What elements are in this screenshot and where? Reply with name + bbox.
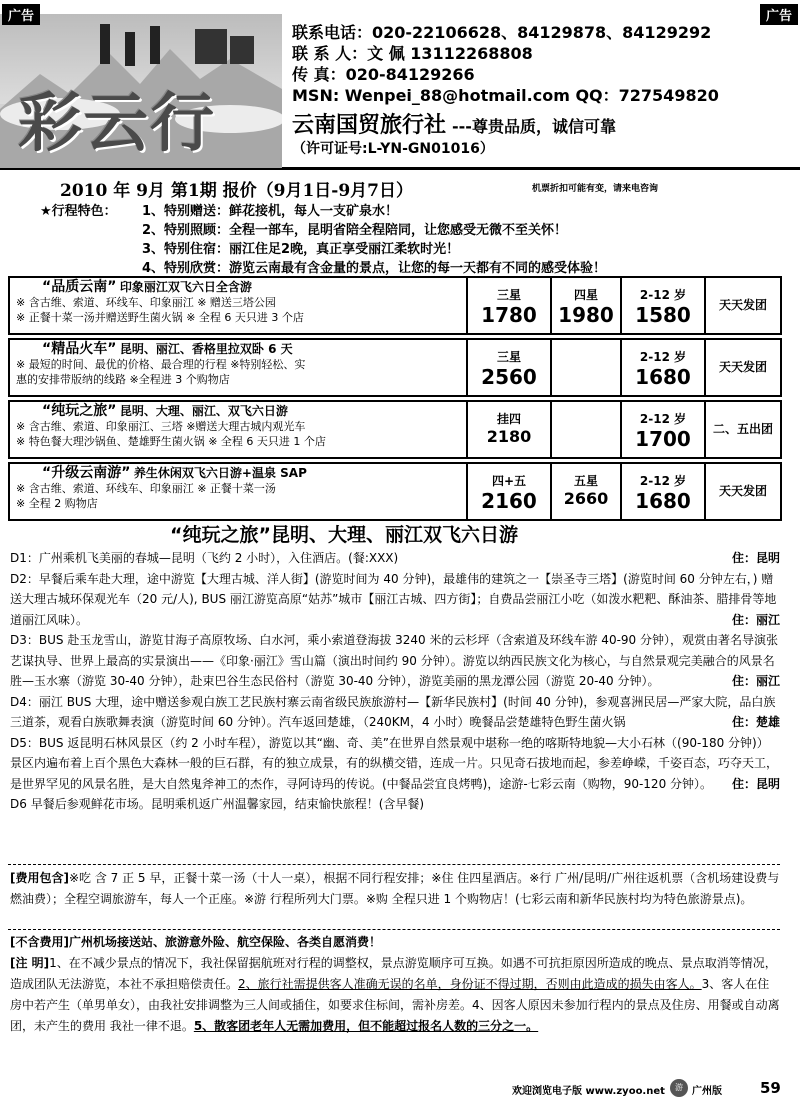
- child-price: 1680: [635, 365, 691, 389]
- ad-tag-right: 广告: [760, 4, 798, 25]
- day-stay: 住：昆明: [731, 776, 780, 791]
- feature-item: 3、特别住宿：丽江住足2晚，真正享受丽江柔软时光！: [142, 242, 460, 257]
- child-price: 1700: [635, 427, 691, 451]
- agency-slogan: ---尊贵品质，诚信可靠: [452, 117, 616, 136]
- notes-text: 1、在不减少景点的情况下，我社保留据航班对行程的调整权，景点游览顺序可互换。如遇不可抗拒原因所造成的晚点、景点取消等情况，造成团队无法游览，本社不承担赔偿责任。: [10, 956, 777, 991]
- day-text: D2：早餐后乘车赴大理，途中游览【大理古城、洋人街】(游览时间为 40 分钟)，最雄伟的建筑之一【崇圣寺三塔】(游览时间 60 分钟左右，) 赠送大理古城环保观光车（20 元/人), BUS 丽江游览高原“姑苏”城市【丽江古城、四方街】；自费品尝丽江小吃（如泼水粑粑、酥油茶、腊排骨等地道丽江风味）。: [10, 571, 777, 627]
- day-text: D4：丽江 BUS 大理，途中赠送参观白族工艺民族村寨云南省级民族旅游村—【新华民族村】(时间 40 分钟)，参观喜洲民居—严家大院，品白族三道茶，观看白族歌舞表演（游览时间 60 分钟）。汽车返回楚雄，（240KM，4 小时）晚餐品尝楚雄特色野生菌火锅: [10, 694, 776, 729]
- agency-line: [292, 108, 616, 139]
- departure-schedule: 天天发团: [718, 298, 767, 312]
- agency-name: 云南国贸旅行社: [292, 112, 447, 138]
- price-label: [552, 340, 620, 348]
- notes-text: 3、客人在住房中若产生（单男单女），由我社安排调整为三人间或插住，如要求住标间，需补房差。4、因客人原因未参加行程内的景点及住房、用餐或自动离团，未产生的费用 我社一律不退。: [10, 977, 780, 1033]
- child-price: 1680: [635, 489, 691, 513]
- itinerary-day: [10, 630, 780, 692]
- price-label: 三星: [496, 288, 521, 302]
- price-value: 1980: [558, 303, 614, 327]
- footer-edition: 广州版: [692, 1086, 722, 1097]
- itinerary-day: [10, 692, 780, 733]
- license-number: （许可证号:L-YN-GN01016）: [292, 141, 494, 157]
- footer-logo-icon: 游: [670, 1079, 688, 1097]
- contact-msn-qq: MSN: Wenpei_88@hotmail.com QQ：727549820: [292, 86, 719, 105]
- itinerary-day: [10, 569, 780, 631]
- footer: [0, 1076, 800, 1100]
- child-label: 2-12 岁: [639, 350, 687, 364]
- route-detail: ※ 全程 2 购物店: [16, 497, 98, 510]
- route-price-table: [8, 276, 782, 524]
- notes-section: [10, 932, 780, 1037]
- ad-tag-left: 广告: [2, 4, 40, 25]
- route-subtitle: 印象丽江双飞六日全含游: [119, 280, 252, 294]
- child-label: 2-12 岁: [639, 288, 687, 302]
- feature-item: 1、特别赠送：鲜花接机，每人一支矿泉水！: [142, 204, 399, 219]
- price-label: [552, 402, 620, 410]
- price-label: 四星: [573, 288, 598, 302]
- itinerary: [10, 548, 780, 815]
- price-note: 机票折扣可能有变，请来电咨询: [532, 184, 659, 194]
- day-text: D3：BUS 赴玉龙雪山，游览甘海子高原牧场、白水河，乘小索道登海拔 3240 米的云杉坪（含索道及环线车游 40-90 分钟），观赏由著名导演张艺谋执导、世界上最高的实景演出——《印象·丽江》雪山篇（演出时间约 90 分钟）。游览以纳西民族文化为核心，与自然景观完美融合的风景名胜—玉水寨（游览 30-40 分钟），赴束巴谷生态民俗村（游览 30-40 分钟），游览美丽的黑龙潭公园（游览 20-40 分钟）。: [10, 633, 778, 688]
- notes-label: [注 明]: [10, 956, 50, 970]
- feature-item: 2、特别照顾：全程一部车，昆明省陪全程陪同，让您感受无微不至关怀！: [142, 223, 568, 238]
- route-detail: ※ 最短的时间、最优的价格、最合理的行程 ※特别轻松、实: [16, 358, 306, 371]
- contact-person: 联 系 人：文 佩 13112268808: [292, 44, 533, 63]
- route-subtitle: 昆明、丽江、香格里拉双卧 6 天: [119, 342, 293, 356]
- price-value: 1780: [481, 303, 537, 327]
- departure-schedule: 天天发团: [718, 360, 767, 374]
- route-row: [8, 276, 782, 335]
- route-detail: ※ 特色餐大理沙锅鱼、楚雄野生菌火锅 ※ 全程 6 天只进 1 个店: [16, 435, 326, 448]
- fees-included-text: ※吃 含 7 正 5 早，正餐十菜一汤（十人一桌），根据不同行程安排；※住 住四星酒店。※行 广州/昆明/广州往返机票（含机场建设费与燃油费）；全程空调旅游车，每人一个正座。※游 行程所列大门票。※购 全程只进 1 个购物店！(七彩云南和新华民族村均为特色旅游景点)。: [10, 871, 780, 906]
- route-row: [8, 400, 782, 459]
- price-value: 2180: [486, 427, 532, 446]
- route-row: [8, 338, 782, 397]
- price-label: 四+五: [491, 474, 527, 488]
- notes-text-emphasis: 5、散客团老年人无需加费用，但不能超过报名人数的三分之一。: [193, 1019, 539, 1033]
- day-stay: 住：丽江: [731, 674, 780, 688]
- logo-banner: [0, 14, 282, 168]
- day-stay: 住：昆明: [731, 551, 780, 565]
- day-text: D1：广州乘机飞美丽的春城—昆明（飞约 2 小时），入住酒店。(餐:XXX): [10, 551, 399, 565]
- itinerary-day: [10, 794, 780, 815]
- route-detail: 惠的安排带版纳的线路 ※全程进 3 个购物店: [16, 373, 230, 386]
- route-detail: ※ 含古维、索道、印象丽江、三塔 ※赠送大理古城内观光车: [16, 420, 306, 433]
- price-label: 三星: [496, 350, 521, 364]
- route-subtitle: 昆明、大理、丽江、双飞六日游: [119, 404, 288, 418]
- header: [0, 0, 800, 170]
- itinerary-day: [10, 733, 780, 795]
- route-detail: ※ 含古维、索道、环线车、印象丽江 ※ 正餐十菜一汤: [16, 482, 276, 495]
- feature-item: 4、特别欣赏：游览云南最有含金量的景点，让您的每一天都有不同的感受体验！: [142, 261, 607, 276]
- price-label: 五星: [573, 474, 598, 488]
- day-stay: 住：丽江: [731, 612, 780, 627]
- route-name: “升级云南游”: [42, 465, 131, 481]
- route-subtitle: 养生休闲双飞六日游+温泉 SAP: [133, 466, 307, 480]
- route-name: “精品火车”: [42, 341, 117, 357]
- features-label: ★行程特色：: [40, 204, 117, 219]
- route-detail: ※ 含古维、索道、环线车、印象丽江 ※ 赠送三塔公园: [16, 296, 276, 309]
- divider: [8, 864, 780, 865]
- itinerary-title: “纯玩之旅”昆明、大理、丽江双飞六日游: [170, 524, 518, 546]
- child-label: 2-12 岁: [639, 474, 687, 488]
- departure-schedule: 二、五出团: [712, 422, 773, 436]
- price-title: 2010 年 9月 第1期 报价（9月1日-9月7日）: [60, 181, 414, 201]
- price-value: 2160: [481, 489, 537, 513]
- price-value: 2560: [481, 365, 537, 389]
- child-label: 2-12 岁: [639, 412, 687, 426]
- contact-phone: 联系电话：020-22106628、84129878、84129292: [292, 23, 712, 42]
- footer-browse-text: 欢迎浏览电子版 www.zyoo.net: [512, 1086, 665, 1097]
- contact-info: [292, 22, 719, 106]
- day-text: D6 早餐后参观鲜花市场。昆明乘机返广州温馨家园，结束愉快旅程！(含早餐): [10, 797, 425, 811]
- notes-text-underlined: 2、旅行社需提供客人准确无误的名单，身份证不得过期，否则由此造成的损失由客人。: [238, 977, 702, 991]
- itinerary-day: [10, 548, 780, 569]
- route-detail: ※ 正餐十菜一汤并赠送野生菌火锅 ※ 全程 6 天只进 3 个店: [16, 311, 304, 324]
- contact-fax: 传 真：020-84129266: [292, 65, 475, 84]
- logo-text: 彩云行: [18, 86, 216, 161]
- route-name: “品质云南”: [42, 279, 117, 295]
- price-value: 2660: [563, 489, 609, 508]
- route-name: “纯玩之旅”: [42, 403, 117, 419]
- price-label: 挂四: [496, 412, 521, 426]
- departure-schedule: 天天发团: [718, 484, 767, 498]
- day-text: D5：BUS 返昆明石林风景区（约 2 小时车程），游览以其“幽、奇、美”在世界自然景观中堪称一绝的喀斯特地貌—大小石林（(90-180 分钟)）景区内遍布着上百个黑色大森林一般的巨石群，有的独立成景，有的纵横交错，连成一片。只见奇石拔地而起，参差峥嵘，千姿百态，巧夺天工，是世界罕见的风景名胜，是大自然鬼斧神工的杰作，寻阿诗玛的传说。(中餐品尝宜良烤鸭)，途游-七彩云南（购物，90-120 分钟）。: [10, 735, 779, 791]
- fees-excluded-label: [不含费用]: [10, 935, 69, 949]
- fees-excluded-text: 广州机场接送站、旅游意外险、航空保险、各类自愿消费！: [68, 935, 381, 949]
- divider: [8, 929, 780, 930]
- fees-included-label: [费用包含]: [10, 871, 69, 885]
- day-stay: 住：楚雄: [731, 715, 780, 729]
- child-price: 1580: [635, 303, 691, 327]
- route-row: [8, 462, 782, 521]
- fees-section: [10, 868, 780, 910]
- features-list: [40, 202, 606, 278]
- page-number: 59: [760, 1079, 781, 1097]
